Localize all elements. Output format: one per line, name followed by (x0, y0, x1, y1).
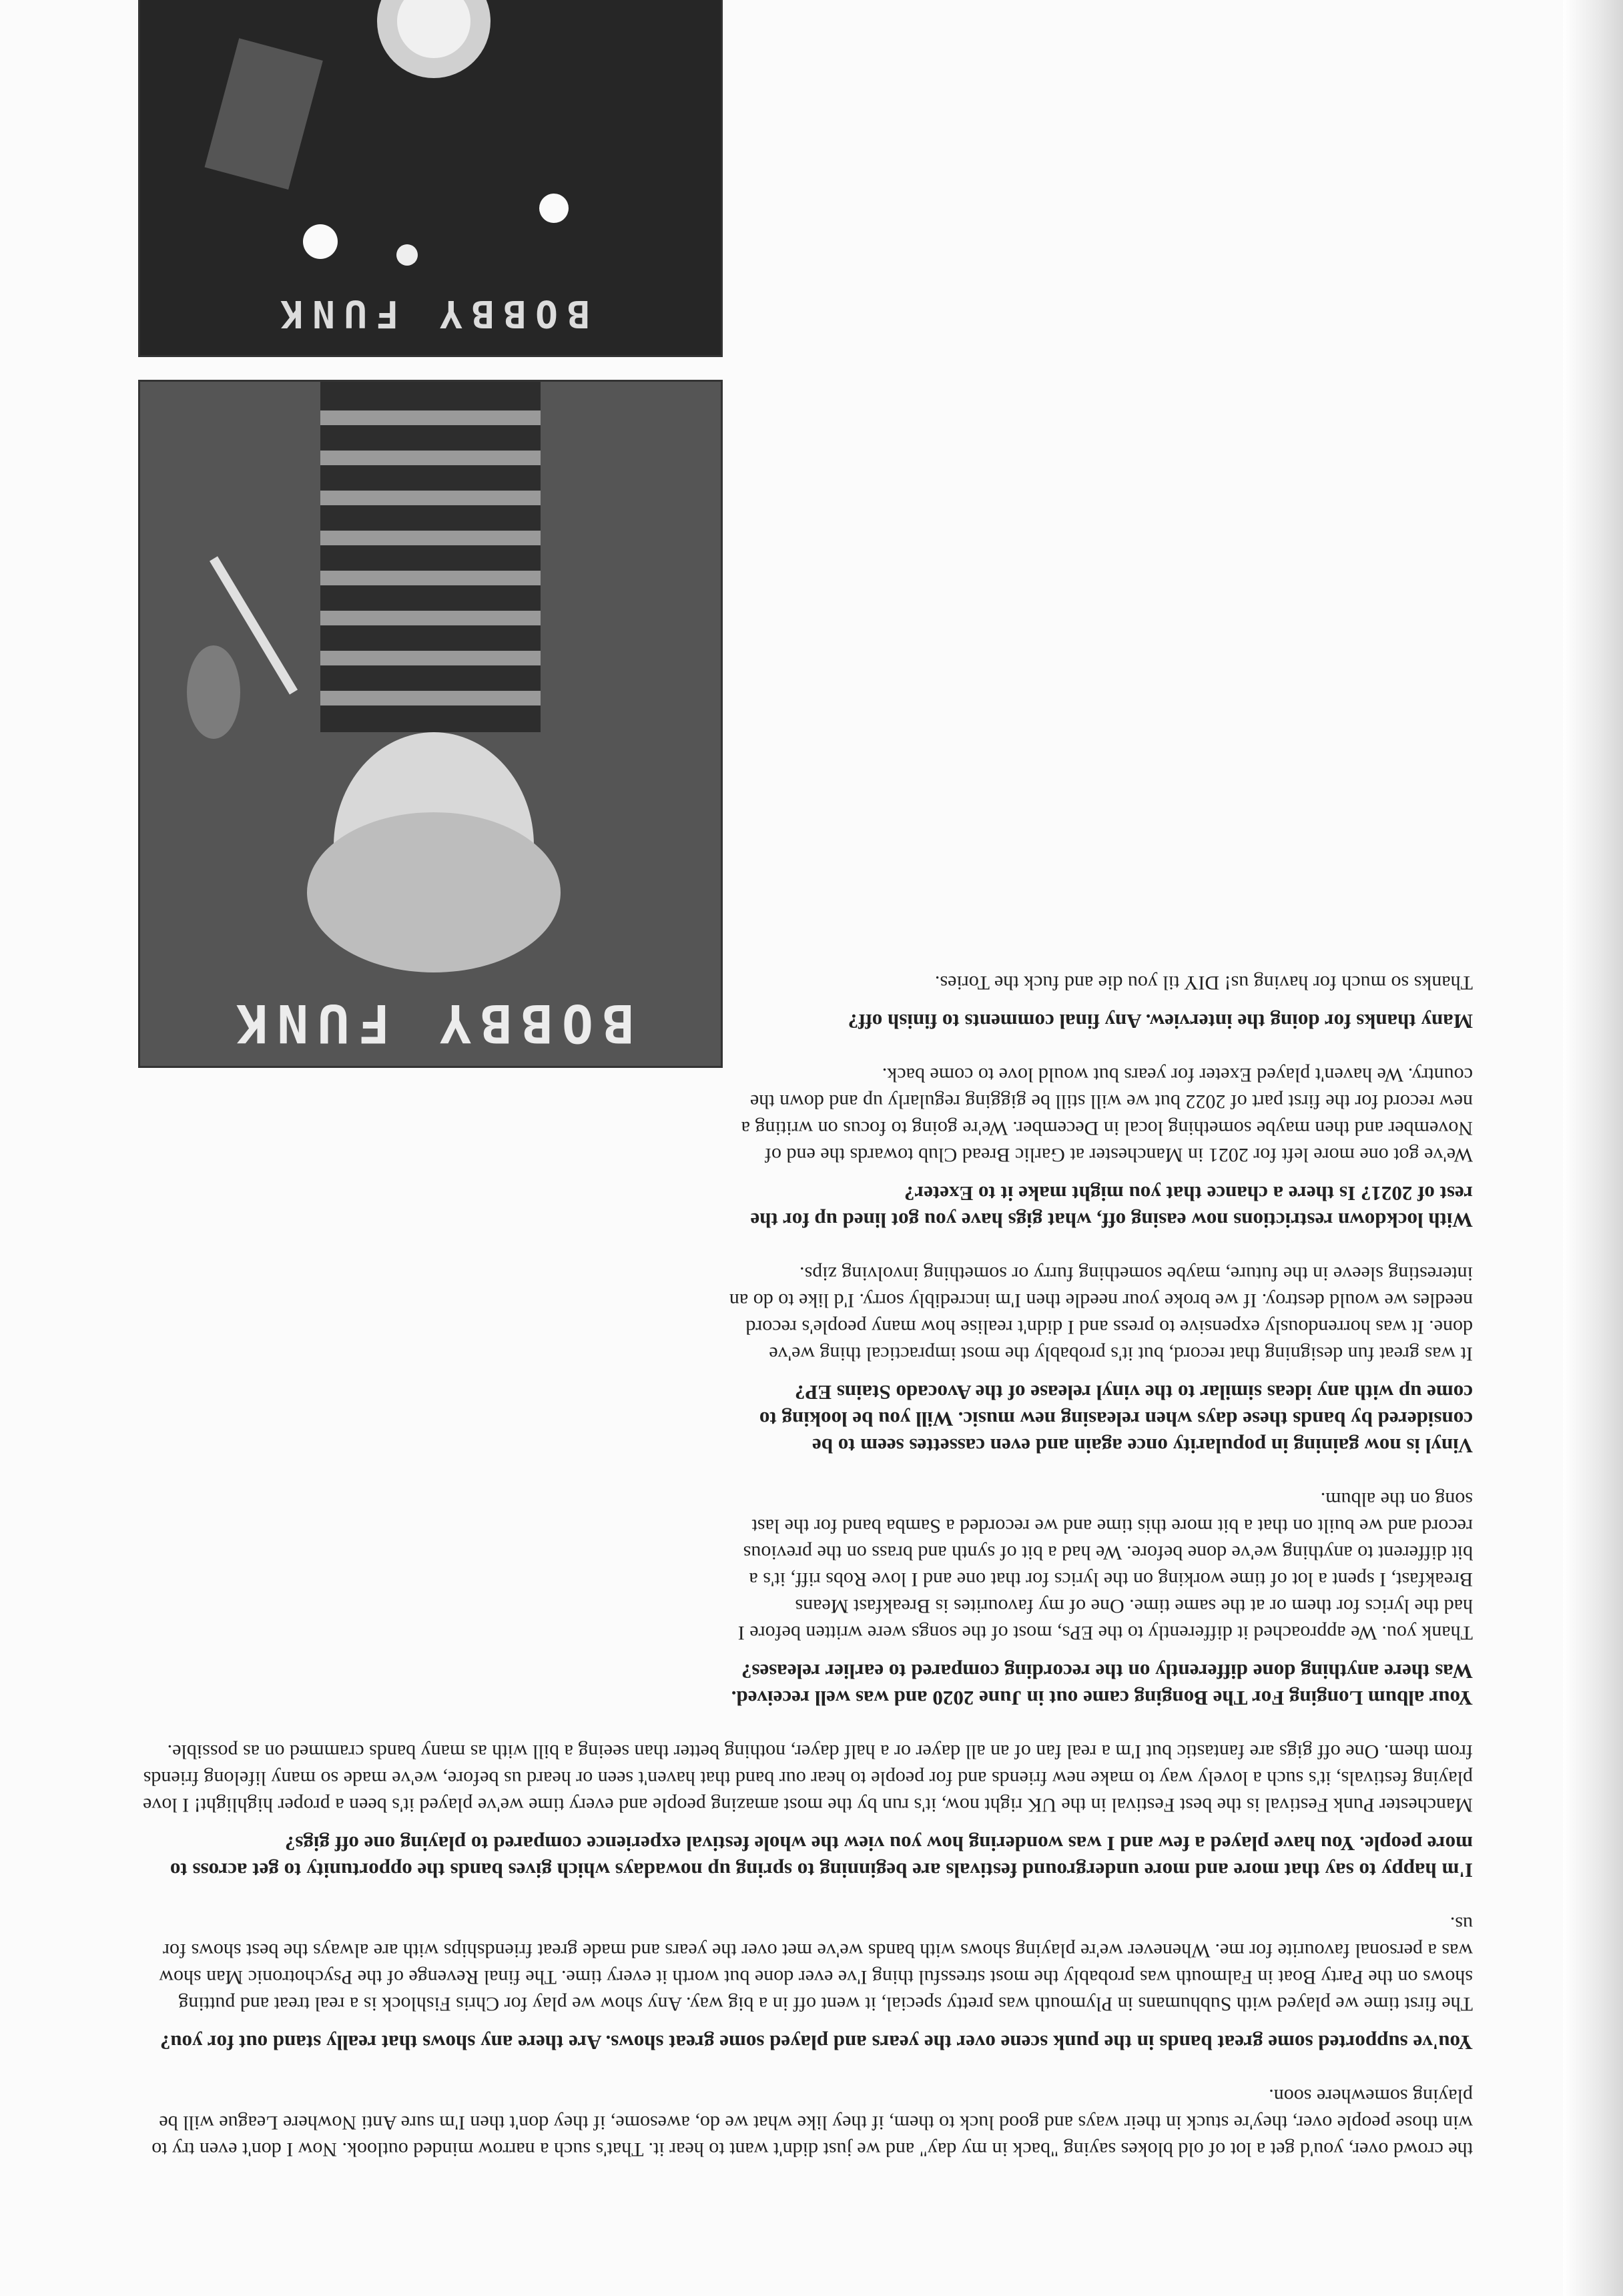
interview-column (138, 292, 1473, 2163)
question-final: Many thanks for doing the interview. Any final comments to finish off? (848, 1010, 1473, 1033)
ep-cover-band-name: BOBBY FUNK (271, 292, 590, 335)
answer-album: Thank you. We approached it differently to the EPs, most of the songs were written before I had the lyrics for them or at the same time. One of my favourites is Breakfast Means Breakfast, I spent a lot of time working on the lyrics for that one and I love Robs riff, it's a bit different to anything we've done before. We had a bit of synth and brass on the previous record and we built on that a bit more this time and we recorded a Samba band for the last song on the album. (737, 1488, 1473, 1644)
answer-vinyl: It was great fun designing that record, but it's probably the most impractical thing we've done. It was horrendously expensive to press and I didn't realise how many people's record needles we would destroy. If we broke your needle then I'm incredibly sorry. I'd like to do an interesting sleeve in the future, maybe something furry or something involving zips. (729, 1263, 1473, 1365)
question-gigs: With lockdown restrictions now easing off, what gigs have you got lined up for the rest of 2021? Is there a chance that you might make it to Exeter? (750, 1182, 1473, 1232)
ep-cover-photo (138, 0, 723, 357)
album-cover-photo (138, 380, 723, 1068)
answer-final: Thanks so much for having us! DIY til you die and fuck the Tories. (934, 972, 1473, 994)
question-album: Your album Longing For The Bonging came out in June 2020 and was well received. Was there anything done differently on the recording compared to earlier releases? (731, 1660, 1473, 1710)
answer-paragraph-1: the crowd over, you'd get a lot of old blokes saying "back in my day" and we just didn't want to hear it. That's such a narrow minded outlook. Now I don't even try to win those people over, they're stuck in their ways and good luck to them, if they like what we do, awesome, if they don't then I'm sure Anti Nowhere League will be playing somewhere soon. (151, 2085, 1473, 2161)
question-festivals: I'm happy to say that more and more underground festivals are beginning to spring up nowadays which gives bands the opportunity to get across to more people. You have played a few and I was wondering how you view the whole festival experience compared to playing one off gigs? (170, 1832, 1473, 1882)
album-cover-title: BOBBY FUNK (227, 992, 634, 1053)
answer-gigs: We've got one more left for 2021 in Manchester at Garlic Bread Club towards the end of November and then maybe something local in December. We're going to focus on writing a new record for the first part of 2022 but we will still be gigging regularly up and down the country. We haven't played Exeter for years but would love to come back. (741, 1064, 1473, 1166)
question-shows: You've supported some great bands in the punk scene over the years and played some great shows. Are there any shows that really stand out for you? (159, 2031, 1473, 2054)
question-vinyl: Vinyl is now gaining in popularity once again and even cassettes seem to be considered by bands these days when releasing new music. Will you be looking to come up with any ideas similar to the vinyl release of the Avocado Stains EP? (759, 1381, 1473, 1458)
answer-festivals: Manchester Punk Festival is the best Festival in the UK right now, it's run by the most amazing people and every time we've played it's been a proper highlight! I love playing festivals, it's such a lovely way to make new friends and for people to hear our band that haven't seen or heard us before, we've made so many lifelong friends from them. One off gigs are fantastic but I'm a real fan of an all dayer or a half dayer, nothing better than seeing a bill with as many bands crammed on as possible. (143, 1741, 1473, 1816)
album-cover-illustration (140, 382, 721, 1066)
answer-shows: The first time we played with Subhumans in Plymouth was pretty special, it went off in a big way. Any show we play for Chris Fishlock is a real treat and putting shows on the Party Boat in Falmouth was probably the most stressful thing I've ever done but worth it every time. The final Revenge of the Psychotronic Man show was a personal favourite for me. Whenever we're playing shows with bands we've met over the years and made great friendships with are always the best shows for us. (159, 1913, 1473, 2015)
